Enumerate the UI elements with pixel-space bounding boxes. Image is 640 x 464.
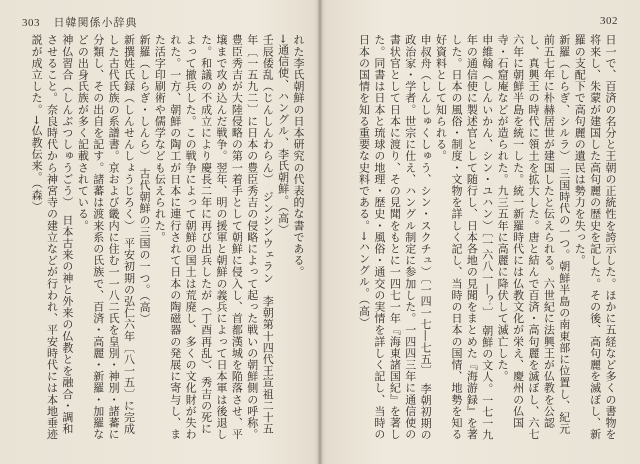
left-paragraph: 神仏習合（しんぶつしゅうごう） 日本古来の神と外来の仏教とを融合・調和させること。奈良時代から神宮寺の建立などが行われ、平安時代には本地垂迹説が成立した。→仏教伝来。（森） (30, 34, 74, 440)
right-paragraph: 申維翰（しんいかん、シン・ユハン）〔一六八一―？〕 朝鮮の文人。一七一九年の通信使に製述官として随行し、日本各地の見聞をまとめた『海游録』を著した。日本の風俗・制度・文物を詳しく記し、当時の日本の国情、地勢を知る好資料として知られる。 (434, 34, 494, 441)
left-page-number: 303 (22, 17, 40, 29)
left-paragraph: 新羅（しらぎ・しんら） 古代朝鮮の三国の一つ。（高） (137, 34, 151, 325)
right-paragraph: 申叔舟（しんしゅくしゅう、シン・スクチュ）〔一四一七―七五〕 李朝初期の政治家・学者。世宗に仕え、ハングル制定に参加した。一四四三年に通信使の書状官として日本に渡り、その見聞をもとに一四七一年『海東諸国紀』を著した。同書は日本と琉球の地理・歴史・風俗・通交の実情を詳しく記し、当時の日本の国情を知る重要な史料である。→ハングル。（高） (357, 34, 433, 441)
left-paragraph: れた李氏朝鮮の日本研究の代表的な書である。 (292, 34, 305, 278)
left-page-text (22, 34, 306, 446)
right-page-text (334, 34, 618, 446)
right-page-number: 302 (600, 15, 618, 27)
right-page-header (600, 14, 618, 27)
left-paragraph: →通信使、ハングル、李氏朝鮮。（高） (276, 34, 290, 236)
book-gutter (318, 0, 322, 464)
right-paragraph: 新羅（しらぎ、シルラ） 三国時代の一つ。朝鮮半島の南東部に位置し、紀元前五七年に朴赫居世が建国したと伝えられる。六世紀に法興王が仏教を公認し、真興王の時代に領土を拡大した。唐と結んで百済・高句麗を滅ぼし、六七六年に朝鮮半島を統一した。統一新羅時代には仏教文化が栄え、慶州の仏国寺・石窟庵などが造られた。九三五年に高麗に降伏して滅亡した。 (496, 34, 571, 440)
left-paragraph: 壬辰倭乱（じんしんわらん） ジンシンウェラン 李朝第十四代王宣祖二十五年〔一五九二〕に日本の豊臣秀吉の侵略によって起った戦いの朝鮮側の呼称。豊臣秀吉が大陸侵略の第一着手として朝鮮に侵入し、首都漢城を陥落させ、平壌まで攻め込んだ戦争。翌年、明の援軍と朝鮮の義兵によって日本軍は後退した。和議の不成立により慶長二年に再び出兵したが（丁酉再乱）、秀吉の死によって撤兵した。この戦争によって朝鮮の国土は荒廃し、多くの文化財が失われた。一方、朝鮮の陶工が日本に連行されて日本の陶磁器の発展に寄与し、また活字印刷術や儒学なども伝えられた。 (153, 34, 275, 440)
left-paragraph: 新撰姓氏録（しんせんしょうじろく） 平安初期の弘仁六年〔八一五〕に完成した古代氏族の系譜書。京および畿内に住む一一八二氏を皇別・神別・諸蕃に分類し、その出自を記す。諸蕃は渡来系の氏族で、百済・高麗・新羅・加羅などの出身氏族が多く記載されている。 (76, 34, 136, 440)
running-title: 日韓関係小辞典 (53, 16, 138, 29)
left-page-header (22, 14, 138, 30)
right-paragraph: 日一で、百済の名分と王朝の正統性を誇示した。ほかに五経など多くの書物を将来し、朱蒙が建国した高句麗の歴史を記した。その後、高句麗を滅ぼし、新羅の支配下で高句麗の遺民は勢力を失った。 (573, 34, 617, 440)
